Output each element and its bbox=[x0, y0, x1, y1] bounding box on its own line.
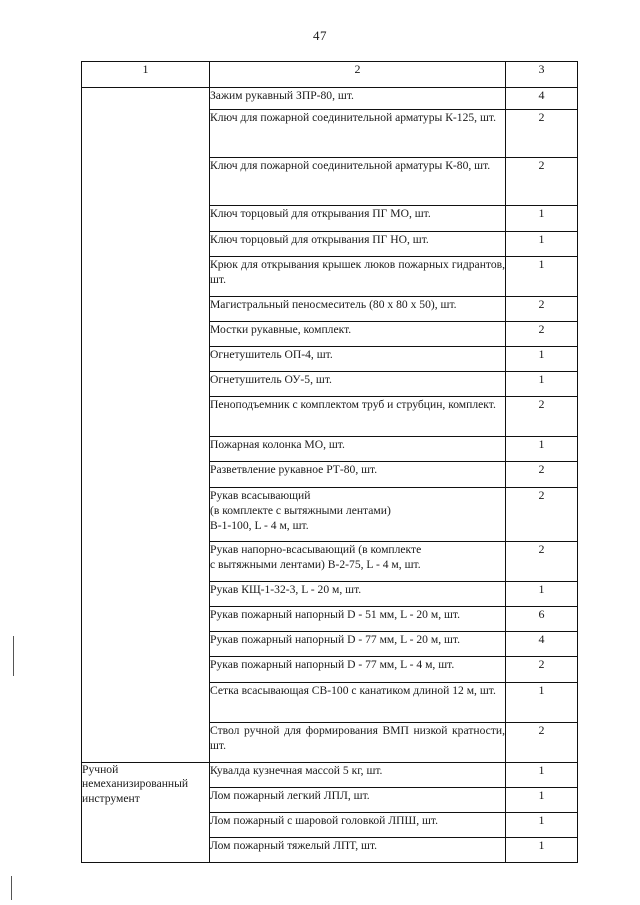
item-quantity-cell: 1 bbox=[506, 347, 578, 372]
item-name-cell: Пожарная колонка МО, шт. bbox=[210, 437, 506, 462]
table-row bbox=[82, 763, 578, 788]
column-header-2: 2 bbox=[210, 62, 506, 88]
item-quantity-cell: 2 bbox=[506, 488, 578, 542]
item-name-cell: Рукав пожарный напорный D - 77 мм, L - 20 м, шт. bbox=[210, 632, 506, 657]
item-name-cell: Огнетушитель ОП-4, шт. bbox=[210, 347, 506, 372]
item-name-cell: Мостки рукавные, комплект. bbox=[210, 322, 506, 347]
item-quantity-cell: 6 bbox=[506, 607, 578, 632]
item-quantity-cell: 2 bbox=[506, 657, 578, 683]
item-quantity-cell: 1 bbox=[506, 683, 578, 723]
item-name-cell: Рукав КЩ-1-32-3, L - 20 м, шт. bbox=[210, 582, 506, 607]
item-name-cell: Лом пожарный с шаровой головкой ЛПШ, шт. bbox=[210, 813, 506, 838]
item-quantity-cell: 2 bbox=[506, 542, 578, 582]
item-quantity-cell: 2 bbox=[506, 397, 578, 437]
item-name-cell: Лом пожарный тяжелый ЛПТ, шт. bbox=[210, 838, 506, 863]
item-quantity-cell: 1 bbox=[506, 372, 578, 397]
equipment-table bbox=[81, 61, 578, 863]
table-row bbox=[82, 88, 578, 110]
item-quantity-cell: 1 bbox=[506, 232, 578, 257]
item-name-cell: Ключ торцовый для открывания ПГ НО, шт. bbox=[210, 232, 506, 257]
item-name-cell: Рукав пожарный напорный D - 51 мм, L - 20 м, шт. bbox=[210, 607, 506, 632]
item-quantity-cell: 2 bbox=[506, 110, 578, 158]
item-name-cell: Кувалда кузнечная массой 5 кг, шт. bbox=[210, 763, 506, 788]
item-quantity-cell: 4 bbox=[506, 88, 578, 110]
item-quantity-cell: 1 bbox=[506, 437, 578, 462]
item-quantity-cell: 1 bbox=[506, 763, 578, 788]
category-cell: Ручной немеханизированный инструмент bbox=[82, 763, 210, 863]
item-quantity-cell: 1 bbox=[506, 582, 578, 607]
item-name-cell: Лом пожарный легкий ЛПЛ, шт. bbox=[210, 788, 506, 813]
item-quantity-cell: 2 bbox=[506, 322, 578, 347]
item-quantity-cell: 1 bbox=[506, 838, 578, 863]
scan-artifact bbox=[11, 876, 12, 900]
item-name-cell: Сетка всасывающая СВ-100 с канатиком длиной 12 м, шт. bbox=[210, 683, 506, 723]
column-header-1: 1 bbox=[82, 62, 210, 88]
scan-artifact bbox=[13, 636, 14, 676]
item-quantity-cell: 2 bbox=[506, 297, 578, 322]
item-quantity-cell: 2 bbox=[506, 462, 578, 488]
item-name-cell: Ключ для пожарной соединительной арматуры К-80, шт. bbox=[210, 158, 506, 206]
item-name-cell: Рукав всасывающий (в комплекте с вытяжными лентами) В-1-100, L - 4 м, шт. bbox=[210, 488, 506, 542]
item-quantity-cell: 1 bbox=[506, 813, 578, 838]
item-quantity-cell: 1 bbox=[506, 788, 578, 813]
item-name-cell: Рукав пожарный напорный D - 77 мм, L - 4 м, шт. bbox=[210, 657, 506, 683]
item-quantity-cell: 1 bbox=[506, 257, 578, 297]
category-cell bbox=[82, 88, 210, 763]
item-name-cell: Ствол ручной для формирования ВМП низкой кратности, шт. bbox=[210, 723, 506, 763]
item-quantity-cell: 4 bbox=[506, 632, 578, 657]
item-name-cell: Крюк для открывания крышек люков пожарных гидрантов, шт. bbox=[210, 257, 506, 297]
item-name-cell: Ключ для пожарной соединительной арматуры К-125, шт. bbox=[210, 110, 506, 158]
item-name-cell: Пеноподъемник с комплектом труб и струбцин, комплект. bbox=[210, 397, 506, 437]
item-quantity-cell: 2 bbox=[506, 723, 578, 763]
item-name-cell: Ключ торцовый для открывания ПГ МО, шт. bbox=[210, 206, 506, 232]
table-header bbox=[82, 62, 578, 88]
page-number: 47 bbox=[313, 28, 327, 43]
item-name-cell: Рукав напорно-всасывающий (в комплекте с вытяжными лентами) В-2-75, L - 4 м, шт. bbox=[210, 542, 506, 582]
table-body bbox=[82, 88, 578, 863]
item-quantity-cell: 2 bbox=[506, 158, 578, 206]
item-name-cell: Разветвление рукавное РТ-80, шт. bbox=[210, 462, 506, 488]
item-name-cell: Зажим рукавный ЗПР-80, шт. bbox=[210, 88, 506, 110]
item-name-cell: Огнетушитель ОУ-5, шт. bbox=[210, 372, 506, 397]
item-name-cell: Магистральный пеносмеситель (80 х 80 х 50), шт. bbox=[210, 297, 506, 322]
column-header-3: 3 bbox=[506, 62, 578, 88]
item-quantity-cell: 1 bbox=[506, 206, 578, 232]
